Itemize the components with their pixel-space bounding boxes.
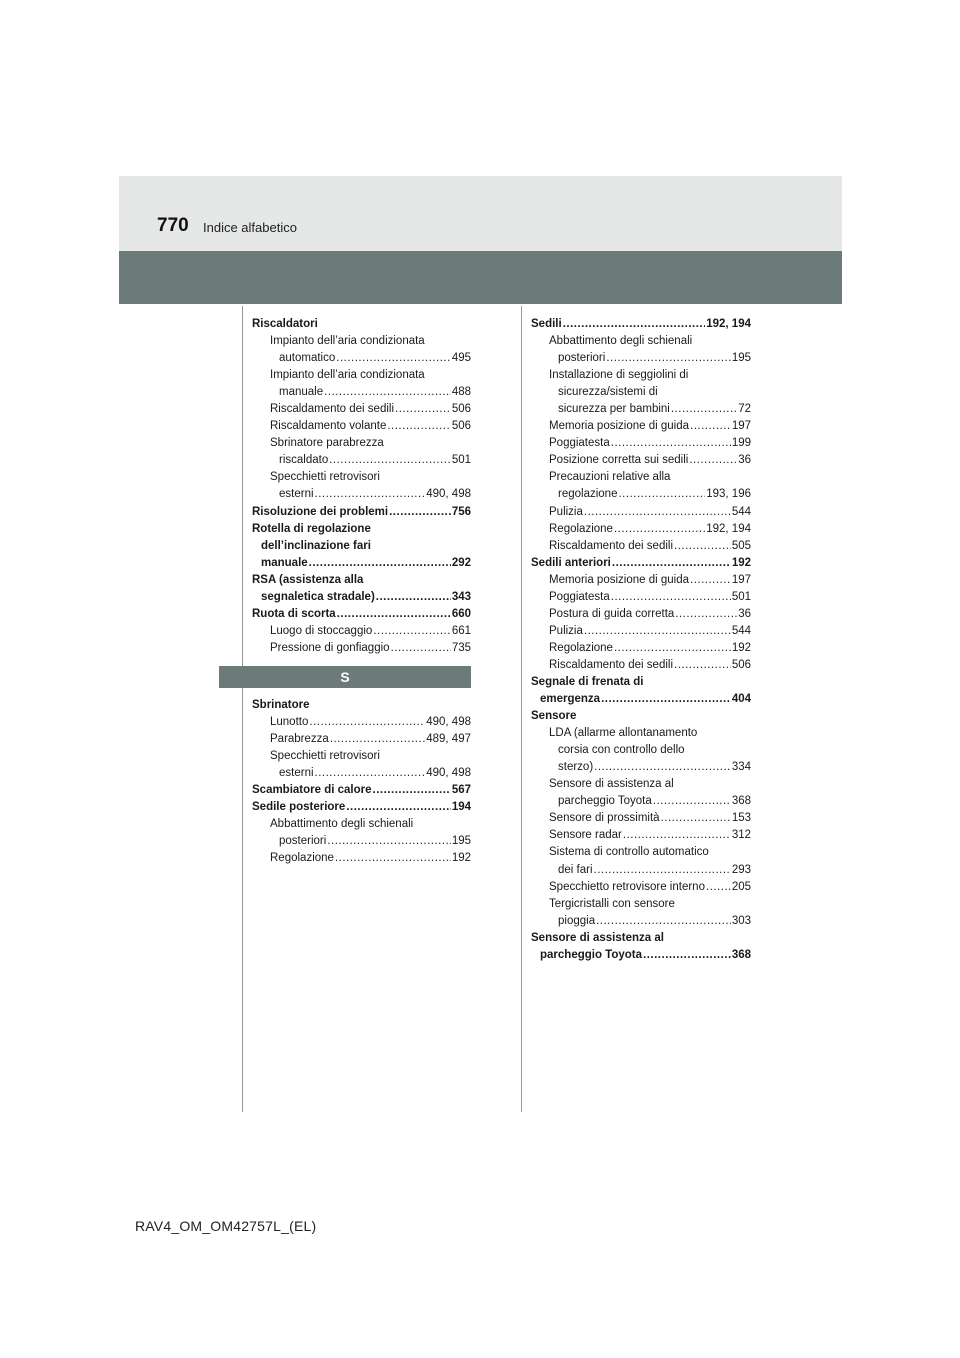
index-entry xyxy=(531,316,751,333)
index-entry-page[interactable]: 192, 194 xyxy=(706,318,751,330)
index-entry-text: Pulizia xyxy=(549,624,583,637)
index-entry-page[interactable]: 343 xyxy=(451,590,471,603)
index-entry xyxy=(252,782,471,799)
leader-dots xyxy=(391,640,451,657)
index-entry-page[interactable]: 192, 194 xyxy=(706,522,751,535)
index-entry xyxy=(531,759,751,776)
index-entry-page[interactable]: 501 xyxy=(451,454,471,467)
index-entry-text: Tergicristalli con sensore xyxy=(549,897,675,910)
index-entry-page[interactable]: 197 xyxy=(731,420,751,433)
leader-dots xyxy=(329,452,451,469)
index-entry xyxy=(252,572,471,589)
index-entry-page[interactable]: 567 xyxy=(451,784,471,797)
leader-dots xyxy=(335,850,451,867)
index-entry-page[interactable]: 368 xyxy=(731,795,751,808)
index-entry xyxy=(252,748,471,765)
index-entry-page[interactable]: 506 xyxy=(731,658,751,671)
index-entry-text: Installazione di seggiolini di xyxy=(549,369,689,382)
leader-dots xyxy=(614,521,705,538)
index-entry-text: emergenza xyxy=(540,693,601,706)
section-title: Indice alfabetico xyxy=(203,220,297,235)
index-entry-page[interactable]: 192 xyxy=(731,641,751,654)
index-entry-page[interactable]: 199 xyxy=(731,437,751,450)
leader-dots xyxy=(315,486,426,503)
index-entry-text: automatico xyxy=(279,352,336,365)
index-entry-page[interactable]: 506 xyxy=(451,403,471,416)
index-entry xyxy=(252,486,471,503)
index-entry-text: Sbrinatore xyxy=(252,698,310,711)
index-entry-text: Abbattimento degli schienali xyxy=(549,335,693,348)
index-entry xyxy=(252,418,471,435)
index-entry-text: manuale xyxy=(279,386,324,399)
page-number: 770 xyxy=(157,215,189,236)
leader-dots xyxy=(690,418,731,435)
column-divider-right xyxy=(521,306,522,1112)
index-entry-text: esterni xyxy=(279,488,314,501)
index-entry-text: Regolazione xyxy=(270,852,334,865)
index-entry-text: esterni xyxy=(279,767,314,780)
index-entry xyxy=(252,640,471,657)
index-entry xyxy=(531,606,751,623)
index-entry-text: dell’inclinazione fari xyxy=(261,539,371,552)
index-entry-text: Riscaldamento dei sedili xyxy=(270,403,395,416)
index-entry xyxy=(531,640,751,657)
index-entry-text: Luogo di stoccaggio xyxy=(270,624,373,637)
index-entry-text: Sensore di prossimità xyxy=(549,812,660,825)
index-entry xyxy=(531,384,751,401)
index-entry-page[interactable]: 756 xyxy=(451,505,471,518)
index-entry xyxy=(531,589,751,606)
index-entry xyxy=(252,589,471,606)
index-entry xyxy=(252,555,471,572)
index-entry xyxy=(531,521,751,538)
index-entry-text: sicurezza per bambini xyxy=(558,403,670,416)
index-entry-text: Rotella di regolazione xyxy=(252,522,371,535)
index-entry xyxy=(252,765,471,782)
leader-dots xyxy=(674,657,731,674)
index-entry-text: Regolazione xyxy=(549,522,613,535)
index-entry xyxy=(252,504,471,521)
index-entry-text: Riscaldamento dei sedili xyxy=(549,658,674,671)
index-entry-page[interactable]: 293 xyxy=(731,863,751,876)
index-entry-text: Risoluzione dei problemi xyxy=(252,505,389,518)
index-entry-page[interactable]: 368 xyxy=(731,948,751,961)
index-entry-text: parcheggio Toyota xyxy=(558,795,652,808)
column-divider-left xyxy=(242,306,243,1112)
index-entry xyxy=(531,572,751,589)
index-entry-page[interactable]: 194 xyxy=(451,801,471,814)
leader-dots xyxy=(373,782,451,799)
index-entry-page[interactable]: 153 xyxy=(731,812,751,825)
index-entry xyxy=(531,469,751,486)
index-entry-text: Memoria posizione di guida xyxy=(549,420,689,433)
index-entry xyxy=(531,435,751,452)
index-entry xyxy=(531,452,751,469)
index-entry-text: Sensore di assistenza al xyxy=(549,778,674,791)
index-entry-text: Sensore di assistenza al xyxy=(531,931,664,944)
index-entry-page[interactable]: 195 xyxy=(451,835,471,848)
index-entry-text: Pressione di gonfiaggio xyxy=(270,641,390,654)
index-entry-text: Pulizia xyxy=(549,505,583,518)
index-entry xyxy=(252,606,471,623)
index-entry-text: Sensore xyxy=(531,710,577,723)
index-entry-text: Impianto dell’aria condizionata xyxy=(270,369,425,382)
index-entry xyxy=(252,521,471,538)
index-entry xyxy=(531,827,751,844)
index-entry xyxy=(531,708,751,725)
index-entry-text: Scambiatore di calore xyxy=(252,784,372,797)
index-entry-text: Poggiatesta xyxy=(549,590,610,603)
index-entry-page[interactable]: 197 xyxy=(731,573,751,586)
index-entry-page[interactable]: 735 xyxy=(451,641,471,654)
index-entry-text: corsia con controllo dello xyxy=(558,744,685,757)
leader-dots xyxy=(653,793,731,810)
index-entry-page[interactable]: 661 xyxy=(451,624,471,637)
index-entry-text: Riscaldatori xyxy=(252,318,318,330)
index-entry xyxy=(252,350,471,367)
index-entry-text: Sistema di controllo automatico xyxy=(549,846,709,859)
index-entry-page[interactable]: 489, 497 xyxy=(426,733,471,746)
index-entry-page[interactable]: 193, 196 xyxy=(706,488,751,501)
index-entry xyxy=(252,731,471,748)
index-entry xyxy=(531,691,751,708)
leader-dots xyxy=(612,555,731,572)
index-entry-text: regolazione xyxy=(558,488,618,501)
index-entry xyxy=(531,844,751,861)
index-entry-page[interactable]: 192 xyxy=(731,556,751,569)
index-entry-text: Memoria posizione di guida xyxy=(549,573,689,586)
index-entry xyxy=(252,435,471,452)
index-entry-page[interactable]: 501 xyxy=(731,590,751,603)
leader-dots xyxy=(373,623,451,640)
index-entry xyxy=(531,930,751,947)
index-entry xyxy=(531,350,751,367)
leader-dots xyxy=(623,827,731,844)
index-entry-page[interactable]: 205 xyxy=(731,880,751,893)
index-entry-text: Sedili xyxy=(531,318,562,330)
index-entry-text: sterzo) xyxy=(558,761,594,774)
index-entry-page[interactable]: 495 xyxy=(451,352,471,365)
index-entry-text: Specchietti retrovisori xyxy=(270,471,380,484)
index-entry-page[interactable]: 505 xyxy=(731,539,751,552)
index-entry-text: manuale xyxy=(261,556,308,569)
index-entry-text: Poggiatesta xyxy=(549,437,610,450)
index-entry-text: Specchietto retrovisore interno xyxy=(549,880,705,893)
leader-dots xyxy=(584,623,731,640)
leader-dots xyxy=(346,799,451,816)
index-entry-text: Lunotto xyxy=(270,715,309,728)
index-entry xyxy=(252,799,471,816)
index-entry xyxy=(252,469,471,486)
index-entry-page[interactable]: 312 xyxy=(731,829,751,842)
index-entry-page[interactable]: 195 xyxy=(731,352,751,365)
index-entry-text: Abbattimento degli schienali xyxy=(270,818,414,831)
index-entry-page[interactable]: 544 xyxy=(731,624,751,637)
leader-dots xyxy=(309,555,451,572)
index-entry-text: Precauzioni relative alla xyxy=(549,471,671,484)
index-entry-text: Ruota di scorta xyxy=(252,607,336,620)
index-entry-text: Segnale di frenata di xyxy=(531,675,644,688)
index-entry-text: Sedili anteriori xyxy=(531,556,611,569)
leader-dots xyxy=(618,486,705,503)
leader-dots xyxy=(689,452,737,469)
index-entry-text: segnaletica stradale) xyxy=(261,590,375,603)
index-entry-text: dei fari xyxy=(558,863,593,876)
leader-dots xyxy=(315,765,426,782)
index-entry-page[interactable]: 490, 498 xyxy=(426,715,471,728)
leader-dots xyxy=(674,538,731,555)
leader-dots xyxy=(327,833,451,850)
index-entry xyxy=(531,367,751,384)
index-entry-page[interactable]: 488 xyxy=(451,386,471,399)
index-entry-text: Impianto dell’aria condizionata xyxy=(270,335,425,348)
index-entry xyxy=(252,384,471,401)
leader-dots xyxy=(606,350,731,367)
index-entry-text: Sbrinatore parabrezza xyxy=(270,437,384,450)
index-entry-page[interactable]: 404 xyxy=(731,693,751,706)
leader-dots xyxy=(706,879,731,896)
index-entry xyxy=(531,486,751,503)
index-entry xyxy=(531,401,751,418)
index-entry xyxy=(531,776,751,793)
index-entry-page[interactable]: 292 xyxy=(451,556,471,569)
leader-dots xyxy=(596,913,731,930)
leader-dots xyxy=(309,714,425,731)
index-entry-text: Sedile posteriore xyxy=(252,801,346,814)
leader-dots xyxy=(690,572,731,589)
leader-dots xyxy=(611,589,731,606)
index-entry xyxy=(252,333,471,350)
index-column-left xyxy=(252,316,471,867)
index-entry-text: Specchietti retrovisori xyxy=(270,750,380,763)
index-entry-text: Riscaldamento volante xyxy=(270,420,387,433)
index-entry-page[interactable]: 490, 498 xyxy=(426,767,471,780)
header-dark-bar xyxy=(119,251,842,304)
index-entry-page[interactable]: 36 xyxy=(738,607,751,620)
leader-dots xyxy=(387,418,450,435)
leader-dots xyxy=(671,401,737,418)
index-entry-text: sicurezza/sistemi di xyxy=(558,386,658,399)
index-entry xyxy=(252,816,471,833)
index-entry xyxy=(531,504,751,521)
leader-dots xyxy=(389,504,451,521)
leader-dots xyxy=(661,810,731,827)
index-entry xyxy=(252,452,471,469)
index-entry xyxy=(531,333,751,350)
index-entry-text: Postura di guida corretta xyxy=(549,607,675,620)
index-entry-text: Posizione corretta sui sedili xyxy=(549,454,689,467)
index-entry xyxy=(531,555,751,572)
index-entry-text: LDA (allarme allontanamento xyxy=(549,727,698,740)
index-entry xyxy=(531,657,751,674)
index-entry xyxy=(252,538,471,555)
leader-dots xyxy=(584,504,731,521)
index-entry-text: posteriori xyxy=(279,835,327,848)
leader-dots xyxy=(611,435,731,452)
index-entry-text: pioggia xyxy=(558,914,596,927)
index-entry xyxy=(531,810,751,827)
leader-dots xyxy=(330,731,425,748)
leader-dots xyxy=(601,691,731,708)
leader-dots xyxy=(376,589,451,606)
index-entry xyxy=(252,401,471,418)
leader-dots xyxy=(395,401,451,418)
index-entry xyxy=(531,538,751,555)
index-entry-page[interactable]: 334 xyxy=(731,761,751,774)
leader-dots xyxy=(336,350,451,367)
index-entry xyxy=(531,896,751,913)
index-entry-text: RSA (assistenza alla xyxy=(252,573,364,586)
index-entry xyxy=(531,742,751,759)
index-entry-text: Riscaldamento dei sedili xyxy=(549,539,674,552)
index-entry-page[interactable]: 72 xyxy=(738,403,751,416)
index-entry xyxy=(252,697,471,714)
leader-dots xyxy=(594,759,731,776)
index-entry xyxy=(252,623,471,640)
index-entry-text: posteriori xyxy=(558,352,606,365)
index-entry-page[interactable]: 192 xyxy=(451,852,471,865)
index-entry-page[interactable]: 660 xyxy=(451,607,471,620)
index-entry-page[interactable]: 490, 498 xyxy=(426,488,471,501)
index-column-right xyxy=(531,316,751,964)
leader-dots xyxy=(675,606,737,623)
index-entry-page[interactable]: 506 xyxy=(451,420,471,433)
index-entry xyxy=(531,947,751,964)
index-entry xyxy=(531,879,751,896)
index-letter-heading: S xyxy=(219,666,471,688)
index-entry xyxy=(252,833,471,850)
index-entry xyxy=(531,418,751,435)
leader-dots xyxy=(614,640,731,657)
index-entry xyxy=(531,793,751,810)
index-entry xyxy=(531,725,751,742)
index-entry-page[interactable]: 544 xyxy=(731,505,751,518)
leader-dots xyxy=(324,384,451,401)
index-entry-page[interactable]: 303 xyxy=(731,914,751,927)
index-entry-text: riscaldato xyxy=(279,454,329,467)
index-entry xyxy=(252,850,471,867)
index-entry xyxy=(531,623,751,640)
index-entry xyxy=(531,913,751,930)
index-entry-text: Sensore radar xyxy=(549,829,622,842)
index-entry-page[interactable]: 36 xyxy=(738,454,751,467)
index-entry-text: parcheggio Toyota xyxy=(540,948,643,961)
index-entry-text: Parabrezza xyxy=(270,733,329,746)
index-entry xyxy=(252,714,471,731)
leader-dots xyxy=(563,316,706,333)
index-entry xyxy=(252,316,471,333)
index-entry-text: Regolazione xyxy=(549,641,613,654)
document-code: RAV4_OM_OM42757L_(EL) xyxy=(135,1218,317,1234)
index-entry xyxy=(531,862,751,879)
leader-dots xyxy=(337,606,451,623)
leader-dots xyxy=(643,947,731,964)
leader-dots xyxy=(594,862,731,879)
index-entry xyxy=(252,367,471,384)
index-entry xyxy=(531,674,751,691)
